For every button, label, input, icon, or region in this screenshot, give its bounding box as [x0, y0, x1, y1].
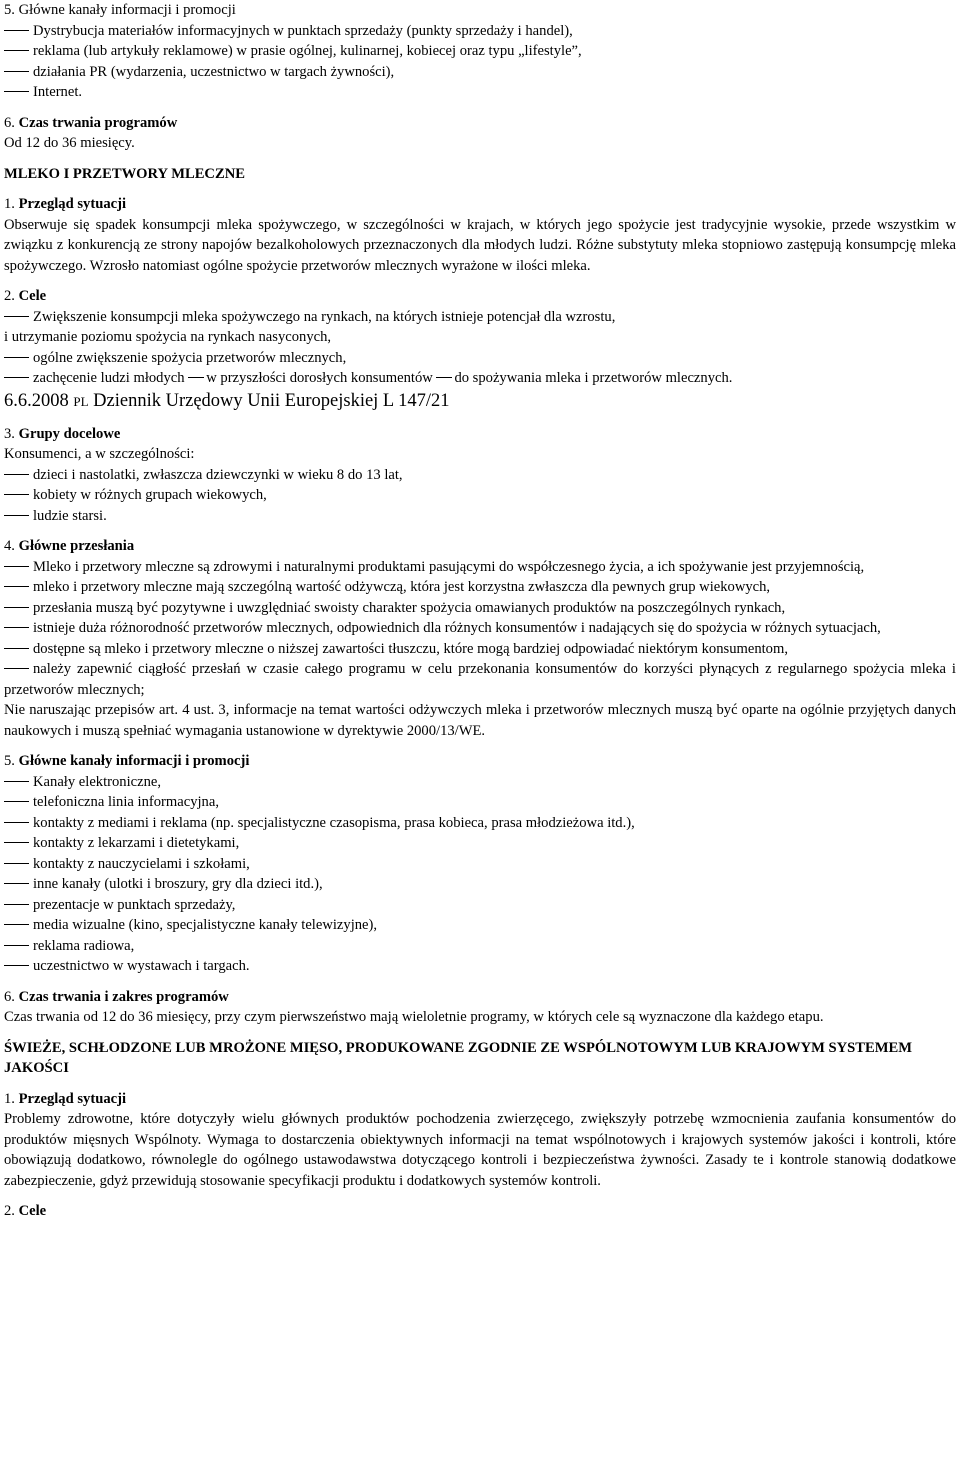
paragraph: Od 12 do 36 miesięcy.: [4, 135, 135, 151]
section-duration-b: [4, 987, 956, 1028]
list-item: prezentacje w punktach sprzedaży,: [4, 895, 956, 916]
section-goals-milk: [4, 286, 956, 389]
dash-bullet: [4, 30, 29, 31]
list-item: ogólne zwiększenie spożycia przetworów mlecznych,: [4, 348, 956, 369]
paragraph: Czas trwania od 12 do 36 miesięcy, przy czym pierwszeństwo mają wieloletnie programy, w których cele są wyznaczone dla każdego etapu.: [4, 1009, 824, 1025]
list-item: przesłania muszą być pozytywne i uwzględniać swoisty charakter spożycia omawianych produktów na poszczególnych rynkach,: [4, 598, 956, 619]
dash-bullet: [4, 945, 29, 946]
document-page: [4, 0, 956, 1222]
section-messages: [4, 536, 956, 741]
section-heading: 3. Grupy docelowe: [4, 425, 121, 442]
dash-bullet: [4, 494, 29, 495]
section-goals-meat: [4, 1201, 956, 1222]
product-title-meat: ŚWIEŻE, SCHŁODZONE LUB MROŻONE MIĘSO, PRODUKOWANE ZGODNIE ZE WSPÓLNOTOWYM LUB KRAJOWYM SYSTEMEM JAKOŚCI: [4, 1039, 913, 1076]
section-channels-a: [4, 0, 956, 103]
dash-bullet: [4, 627, 29, 628]
list-item: reklama radiowa,: [4, 936, 956, 957]
list-item: należy zapewnić ciągłość przesłań w czasie całego programu w celu przekonania konsumentów do korzyści płynących z regularnego spożycia mleka i przetworów mlecznych;: [4, 661, 956, 698]
dash-bullet: [4, 515, 29, 516]
dash-bullet: [4, 377, 29, 378]
list-item: kobiety w różnych grupach wiekowych,: [4, 485, 956, 506]
dash-bullet: [4, 607, 29, 608]
dash-bullet: [4, 924, 29, 925]
dash-bullet: [4, 781, 29, 782]
dash-bullet: [4, 71, 29, 72]
section-heading: 5. Główne kanały informacji i promocji: [4, 2, 236, 18]
section-heading: 1. Przegląd sytuacji: [4, 196, 127, 212]
list-item: ludzie starsi.: [4, 506, 956, 527]
list-item: dzieci i nastolatki, zwłaszcza dziewczynki w wieku 8 do 13 lat,: [4, 465, 956, 486]
journal-header: 6.6.2008 PL Dziennik Urzędowy Unii Europejskiej L 147/21: [4, 390, 450, 411]
section-heading: 5. Główne kanały informacji i promocji: [4, 753, 250, 769]
dash-bullet: [4, 474, 29, 475]
dash-bullet: [4, 316, 29, 317]
list-item: Internet.: [4, 82, 956, 103]
dash-bullet: [4, 801, 29, 802]
paragraph: Konsumenci, a w szczególności:: [4, 446, 195, 462]
list-item: dostępne są mleko i przetwory mleczne o niższej zawartości tłuszczu, które mogą bardziej odpowiadać niektórym konsumentom,: [4, 639, 956, 660]
dash-bullet: [4, 822, 29, 823]
list-item: inne kanały (ulotki i broszury, gry dla dzieci itd.),: [4, 874, 956, 895]
dash-bullet: [4, 842, 29, 843]
dash-bullet: [4, 863, 29, 864]
dash-bullet: [4, 91, 29, 92]
dash-bullet: [4, 566, 29, 567]
section-overview-milk: [4, 194, 956, 276]
list-item: istnieje duża różnorodność przetworów mlecznych, odpowiednich dla różnych konsumentów i nadających się do spożycia w różnych sytuacjach,: [4, 618, 956, 639]
paragraph: Nie naruszając przepisów art. 4 ust. 3, informacje na temat wartości odżywczych mleka i przetworów mlecznych muszą być oparte na ogólnie przyjętych danych naukowych i muszą spełniać wymagania ustanowione w dyrektywie 2000/13/WE.: [4, 702, 956, 739]
list-item: zachęcenie ludzi młodych w przyszłości dorosłych konsumentów do spożywania mleka i przetworów mlecznych.: [4, 368, 956, 389]
section-overview-meat: [4, 1089, 956, 1192]
dash-bullet: [4, 586, 29, 587]
list-item: kontakty z lekarzami i dietetykami,: [4, 833, 956, 854]
section-heading: 1. Przegląd sytuacji: [4, 1090, 127, 1107]
dash-bullet: [4, 883, 29, 884]
dash-bullet: [4, 668, 29, 669]
section-duration-a: [4, 113, 956, 154]
section-heading: 4. Główne przesłania: [4, 538, 135, 554]
dash-bullet: [4, 904, 29, 905]
section-channels-b: [4, 751, 956, 977]
paragraph: Obserwuje się spadek konsumpcji mleka spożywczego, w szczególności w krajach, w których jego spożycie jest tradycyjnie wysokie, przede wszystkim w związku z konkurencją ze strony napojów bezalkoholowych przeznaczonych dla młodych ludzi. Różne substytuty mleka stopniowo zastępują konsumpcję mleka spożywczego. Wzrosło natomiast ogólne spożycie przetworów mlecznych wyrażone w ilości mleka.: [4, 216, 956, 274]
section-heading: 2. Cele: [4, 288, 47, 304]
list-item: Zwiększenie konsumpcji mleka spożywczego na rynkach, na których istnieje potencjał dla wzrostu,: [4, 307, 956, 328]
list-item: kontakty z mediami i reklama (np. specjalistyczne czasopisma, prasa kobieca, prasa młodzieżowa itd.),: [4, 813, 956, 834]
list-item: działania PR (wydarzenia, uczestnictwo w targach żywności),: [4, 62, 956, 83]
list-item: Kanały elektroniczne,: [4, 772, 956, 793]
dash-bullet: [188, 377, 204, 378]
dash-bullet: [4, 965, 29, 966]
product-title-milk: MLEKO I PRZETWORY MLECZNE: [4, 165, 245, 182]
dash-bullet: [4, 357, 29, 358]
section-heading: 6. Czas trwania i zakres programów: [4, 988, 229, 1005]
dash-bullet: [4, 50, 29, 51]
list-item: kontakty z nauczycielami i szkołami,: [4, 854, 956, 875]
list-item: mleko i przetwory mleczne mają szczególną wartość odżywczą, która jest korzystna zwłaszcza dla pewnych grup wiekowych,: [4, 577, 956, 598]
list-item: telefoniczna linia informacyjna,: [4, 792, 956, 813]
section-heading: 2. Cele: [4, 1203, 47, 1219]
section-target-groups: [4, 424, 956, 527]
list-item: Dystrybucja materiałów informacyjnych w punktach sprzedaży (punkty sprzedaży i handel),: [4, 21, 956, 42]
list-item: reklama (lub artykuły reklamowe) w prasie ogólnej, kulinarnej, kobiecej oraz typu „lifestyle”,: [4, 41, 956, 62]
list-item: media wizualne (kino, specjalistyczne kanały telewizyjne),: [4, 915, 956, 936]
dash-bullet: [4, 648, 29, 649]
paragraph: Problemy zdrowotne, które dotyczyły wielu głównych produktów pochodzenia zwierzęcego, zwiększyły potrzebę wzmocnienia zaufania konsumentów do produktów mięsnych Wspólnoty. Wymaga to dostarczenia obiektywnych informacji na temat wspólnotowych i krajowych systemów jakości i kontroli, które obowiązują dodatkowo, równolegle do ogólnego ustawodawstwa dotyczącego kontroli i bezpieczeństwa żywności. Zasady te i kontrole stanowią dodatkowe zabezpieczenie, gdyż przewidują stosowanie specyfikacji produktu i dodatkowych systemów kontroli.: [4, 1111, 956, 1189]
section-heading: 6. Czas trwania programów: [4, 114, 178, 131]
list-item: uczestnictwo w wystawach i targach.: [4, 956, 956, 977]
list-item: i utrzymanie poziomu spożycia na rynkach nasyconych,: [4, 329, 332, 345]
dash-bullet: [436, 377, 452, 378]
list-item: Mleko i przetwory mleczne są zdrowymi i naturalnymi produktami pasującymi do współczesnego życia, a ich spożywanie jest przyjemnością,: [4, 557, 956, 578]
